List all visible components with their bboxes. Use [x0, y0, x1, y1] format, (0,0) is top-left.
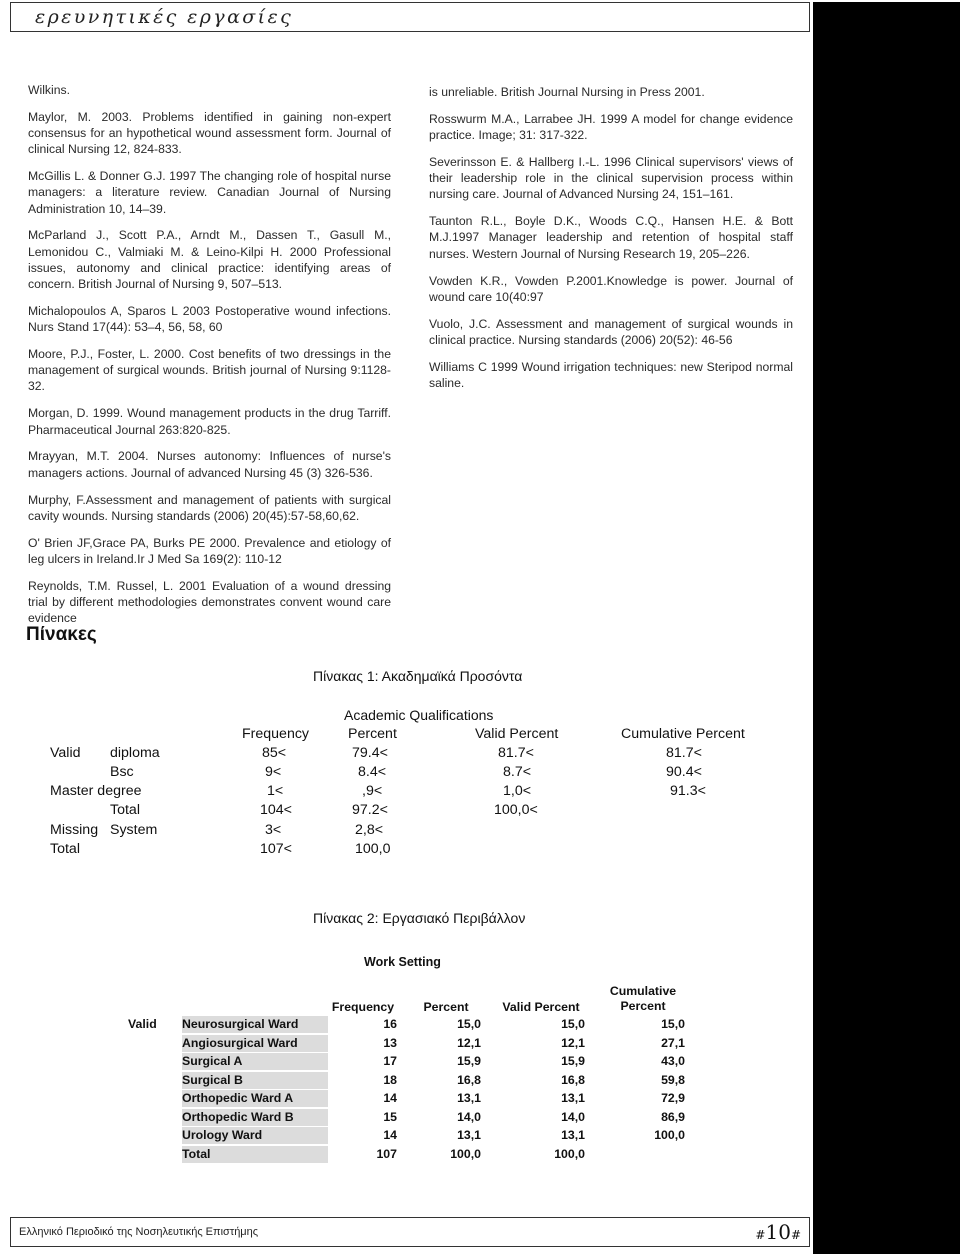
table2-cell: 100,0 [654, 1128, 685, 1142]
reference: McParland J., Scott P.A., Arndt M., Dassen T., Gasull M., Lemonidou C., Valmiaki M. & Leino-Kilpi H. 2000 Professional issues, autonomy and clinical practice: identifying areas of concern. British Journal of Nursing 9, 507–513. [28, 228, 391, 292]
reference: McGillis L. & Donner G.J. 1997 The changing role of hospital nurse managers: a literature review. Canadian Journal of Nursing Administration 10, 14–39. [28, 169, 391, 216]
table1-cell: 85< [262, 745, 287, 761]
table2-cell: 12,1 [561, 1035, 585, 1050]
table1-cell: Valid [50, 745, 81, 761]
table2-cell: 16,8 [561, 1072, 585, 1087]
reference: Reynolds, T.M. Russel, L. 2001 Evaluation of a wound dressing trial by different methodologies demonstrates convent wound care evidence [28, 578, 391, 626]
reference: is unreliable. British Journal Nursing in Press 2001. [429, 85, 705, 99]
table-row [126, 1146, 696, 1163]
page-number-prefix: # [755, 1228, 766, 1242]
table1-cell: 107< [260, 841, 292, 857]
table2-cell: 15,0 [661, 1017, 685, 1031]
page-number-value: 10 [765, 1220, 791, 1244]
table2-header: Cumulative Percent [609, 984, 677, 1013]
table1-header: Valid Percent [475, 726, 559, 742]
table1-cell: 79.4< [352, 745, 388, 761]
references-left-column [28, 82, 391, 637]
table2-cell: Total [182, 1146, 328, 1163]
table1-cell: 2,8< [355, 822, 384, 838]
table1-cell: Total [50, 841, 80, 857]
table2-cell: 27,1 [661, 1035, 685, 1050]
reference: Mrayyan, M.T. 2004. Nurses autonomy: Influences of nurse's managers actions. Journal of advanced Nursing 45 (3) 326-536. [28, 449, 391, 480]
references-right-column [429, 84, 793, 402]
side-bar [813, 2, 960, 1254]
table1-cell: 9< [265, 764, 282, 780]
table2-cell: 43,0 [661, 1054, 685, 1068]
table2-cell: 15,9 [457, 1054, 481, 1068]
table1-cell: Total [110, 802, 140, 818]
table2-cell: Valid [128, 1017, 157, 1031]
table2-cell: 14 [383, 1128, 397, 1142]
page-number [755, 1220, 801, 1244]
reference: Murphy, F.Assessment and management of patients with surgical cavity wounds. Nursing standards (2006) 20(45):57-58,60,62. [28, 492, 391, 523]
table2-cell: 13,1 [561, 1128, 585, 1142]
table1-cell: 1< [267, 783, 284, 799]
table2-cell: 13,1 [457, 1128, 481, 1142]
page-number-suffix: # [790, 1228, 801, 1242]
table1-cell: 100,0 [355, 841, 391, 857]
reference: Vowden K.R., Vowden P.2001.Knowledge is power. Journal of wound care 10(40:97 [429, 273, 793, 304]
table1-cell: Missing [50, 822, 99, 838]
table2-cell: 13 [383, 1035, 397, 1050]
table2-cell: Surgical A [182, 1053, 328, 1070]
table2-cell: 59,8 [661, 1072, 685, 1087]
table-row [126, 1035, 696, 1052]
table2-caption: Work Setting [364, 955, 441, 969]
tables-heading: Πίνακες [26, 624, 97, 645]
reference: Wilkins. [28, 83, 70, 97]
table2-cell: 100,0 [554, 1146, 585, 1161]
table1-cell: 81.7< [666, 745, 702, 761]
table2-cell: 15,9 [561, 1054, 585, 1068]
table2-title: Πίνακας 2: Εργασιακό Περιβάλλον [313, 910, 526, 926]
table2-cell: Urology Ward [182, 1127, 328, 1144]
table1-title: Πίνακας 1: Ακαδημαϊκά Προσόντα [313, 668, 523, 684]
reference: Morgan, D. 1999. Wound management products in the drug Tarriff. Pharmaceutical Journal 263:820-825. [28, 406, 391, 437]
table2-cell: 15,0 [457, 1017, 481, 1031]
table2-cell: 13,1 [561, 1091, 585, 1105]
reference: Severinsson E. & Hallberg I.-L. 1996 Clinical supervisors' views of their leadership role in the clinical supervision process within nursing care. Journal of Advanced Nursing 24, 151–161. [429, 154, 793, 202]
table2-cell: 13,1 [457, 1091, 481, 1105]
table1-cell: 81.7< [498, 745, 534, 761]
table2-cell: 15,0 [561, 1017, 585, 1031]
table2-header: Frequency [331, 1000, 395, 1014]
table1-caption: Academic Qualifications [344, 707, 494, 723]
table2-cell: Surgical B [182, 1072, 328, 1089]
table-row [126, 1090, 696, 1107]
table-row [126, 1072, 696, 1089]
table1-cell: ,9< [362, 783, 383, 799]
table1-cell: 90.4< [666, 764, 702, 780]
reference: Rosswurm M.A., Larrabee JH. 1999 A model for change evidence practice. Image; 31: 317-322. [429, 111, 793, 143]
table2-cell: 100,0 [450, 1146, 481, 1161]
reference: Williams C 1999 Wound irrigation techniques: new Steripod normal saline. [429, 359, 793, 390]
table1-header: Percent [348, 726, 397, 742]
table-row [126, 1053, 696, 1070]
table2-cell: 14,0 [457, 1109, 481, 1124]
table-row [126, 1127, 696, 1144]
table2-cell: 12,1 [457, 1035, 481, 1050]
table1-cell: System [110, 822, 158, 838]
reference: Taunton R.L., Boyle D.K., Woods C.Q., Hansen H.E. & Bott M.J.1997 Manager leadership and retention of hospital staff nurses. Western Journal of Nursing Research 19, 205–226. [429, 214, 793, 261]
table-row [126, 1109, 696, 1126]
table1-cell: 3< [265, 822, 282, 838]
table1-cell: 91.3< [670, 783, 706, 799]
table2-cell: Angiosurgical Ward [182, 1035, 328, 1052]
table1-cell: 100,0< [494, 802, 538, 818]
table2-cell: Orthopedic Ward A [182, 1090, 328, 1107]
table-row [126, 1016, 696, 1033]
table2-cell: 18 [383, 1072, 397, 1087]
table2-cell: 14 [383, 1091, 397, 1105]
table2-cell: Neurosurgical Ward [182, 1016, 328, 1033]
reference: O' Brien JF,Grace PA, Burks PE 2000. Prevalence and etiology of leg ulcers in Ireland.Ir J Med Sa 169(2): 110-12 [28, 535, 391, 566]
table2-header: Valid Percent [502, 1000, 580, 1014]
table2-cell: 15 [383, 1109, 397, 1124]
table2-cell: 72,9 [661, 1091, 685, 1105]
reference: Maylor, M. 2003. Problems identified in gaining non-expert consensus for an hypothetical wound assessment form. Journal of clinical Nursing 12, 824-833. [28, 109, 391, 157]
table2-cell: 86,9 [661, 1109, 685, 1124]
page-header [10, 2, 810, 32]
reference: Michalopoulos A, Sparos L 2003 Postoperative wound infections. Nurs Stand 17(44): 53–4, 56, 58, 60 [28, 303, 391, 335]
table2-cell: 107 [376, 1146, 397, 1161]
table2-cell: 14,0 [561, 1109, 585, 1124]
reference: Vuolo, J.C. Assessment and management of surgical wounds in clinical practice. Nursing standards (2006) 20(52): 46-56 [429, 316, 793, 347]
table2-cell: Orthopedic Ward B [182, 1109, 328, 1126]
table1-cell: 97.2< [352, 802, 388, 818]
page-footer [10, 1217, 810, 1247]
table1-header: Cumulative Percent [621, 726, 745, 742]
table2-header: Percent [423, 1000, 469, 1014]
table2-cell: 16,8 [457, 1072, 481, 1087]
table1-cell: diploma [110, 745, 160, 761]
table1-cell: Bsc [110, 764, 134, 780]
table1-cell: 104< [260, 802, 292, 818]
table2-cell: 16 [383, 1017, 397, 1031]
table1-header: Frequency [242, 726, 310, 742]
table1-cell: 8.7< [503, 764, 532, 780]
table2 [122, 946, 712, 1166]
section-title: ερευνητικές εργασίες [35, 6, 294, 28]
table2-cell: 17 [383, 1054, 397, 1068]
table1-cell: 8.4< [358, 764, 387, 780]
reference: Moore, P.J., Foster, L. 2000. Cost benefits of two dressings in the management of surgical wounds. British journal of Nursing 9:1128-32. [28, 347, 391, 394]
table1-cell: 1,0< [503, 783, 532, 799]
table1-cell: Master degree [50, 783, 142, 799]
journal-name: Ελληνικό Περιοδικό της Νοσηλευτικής Επιστήμης [19, 1226, 259, 1238]
